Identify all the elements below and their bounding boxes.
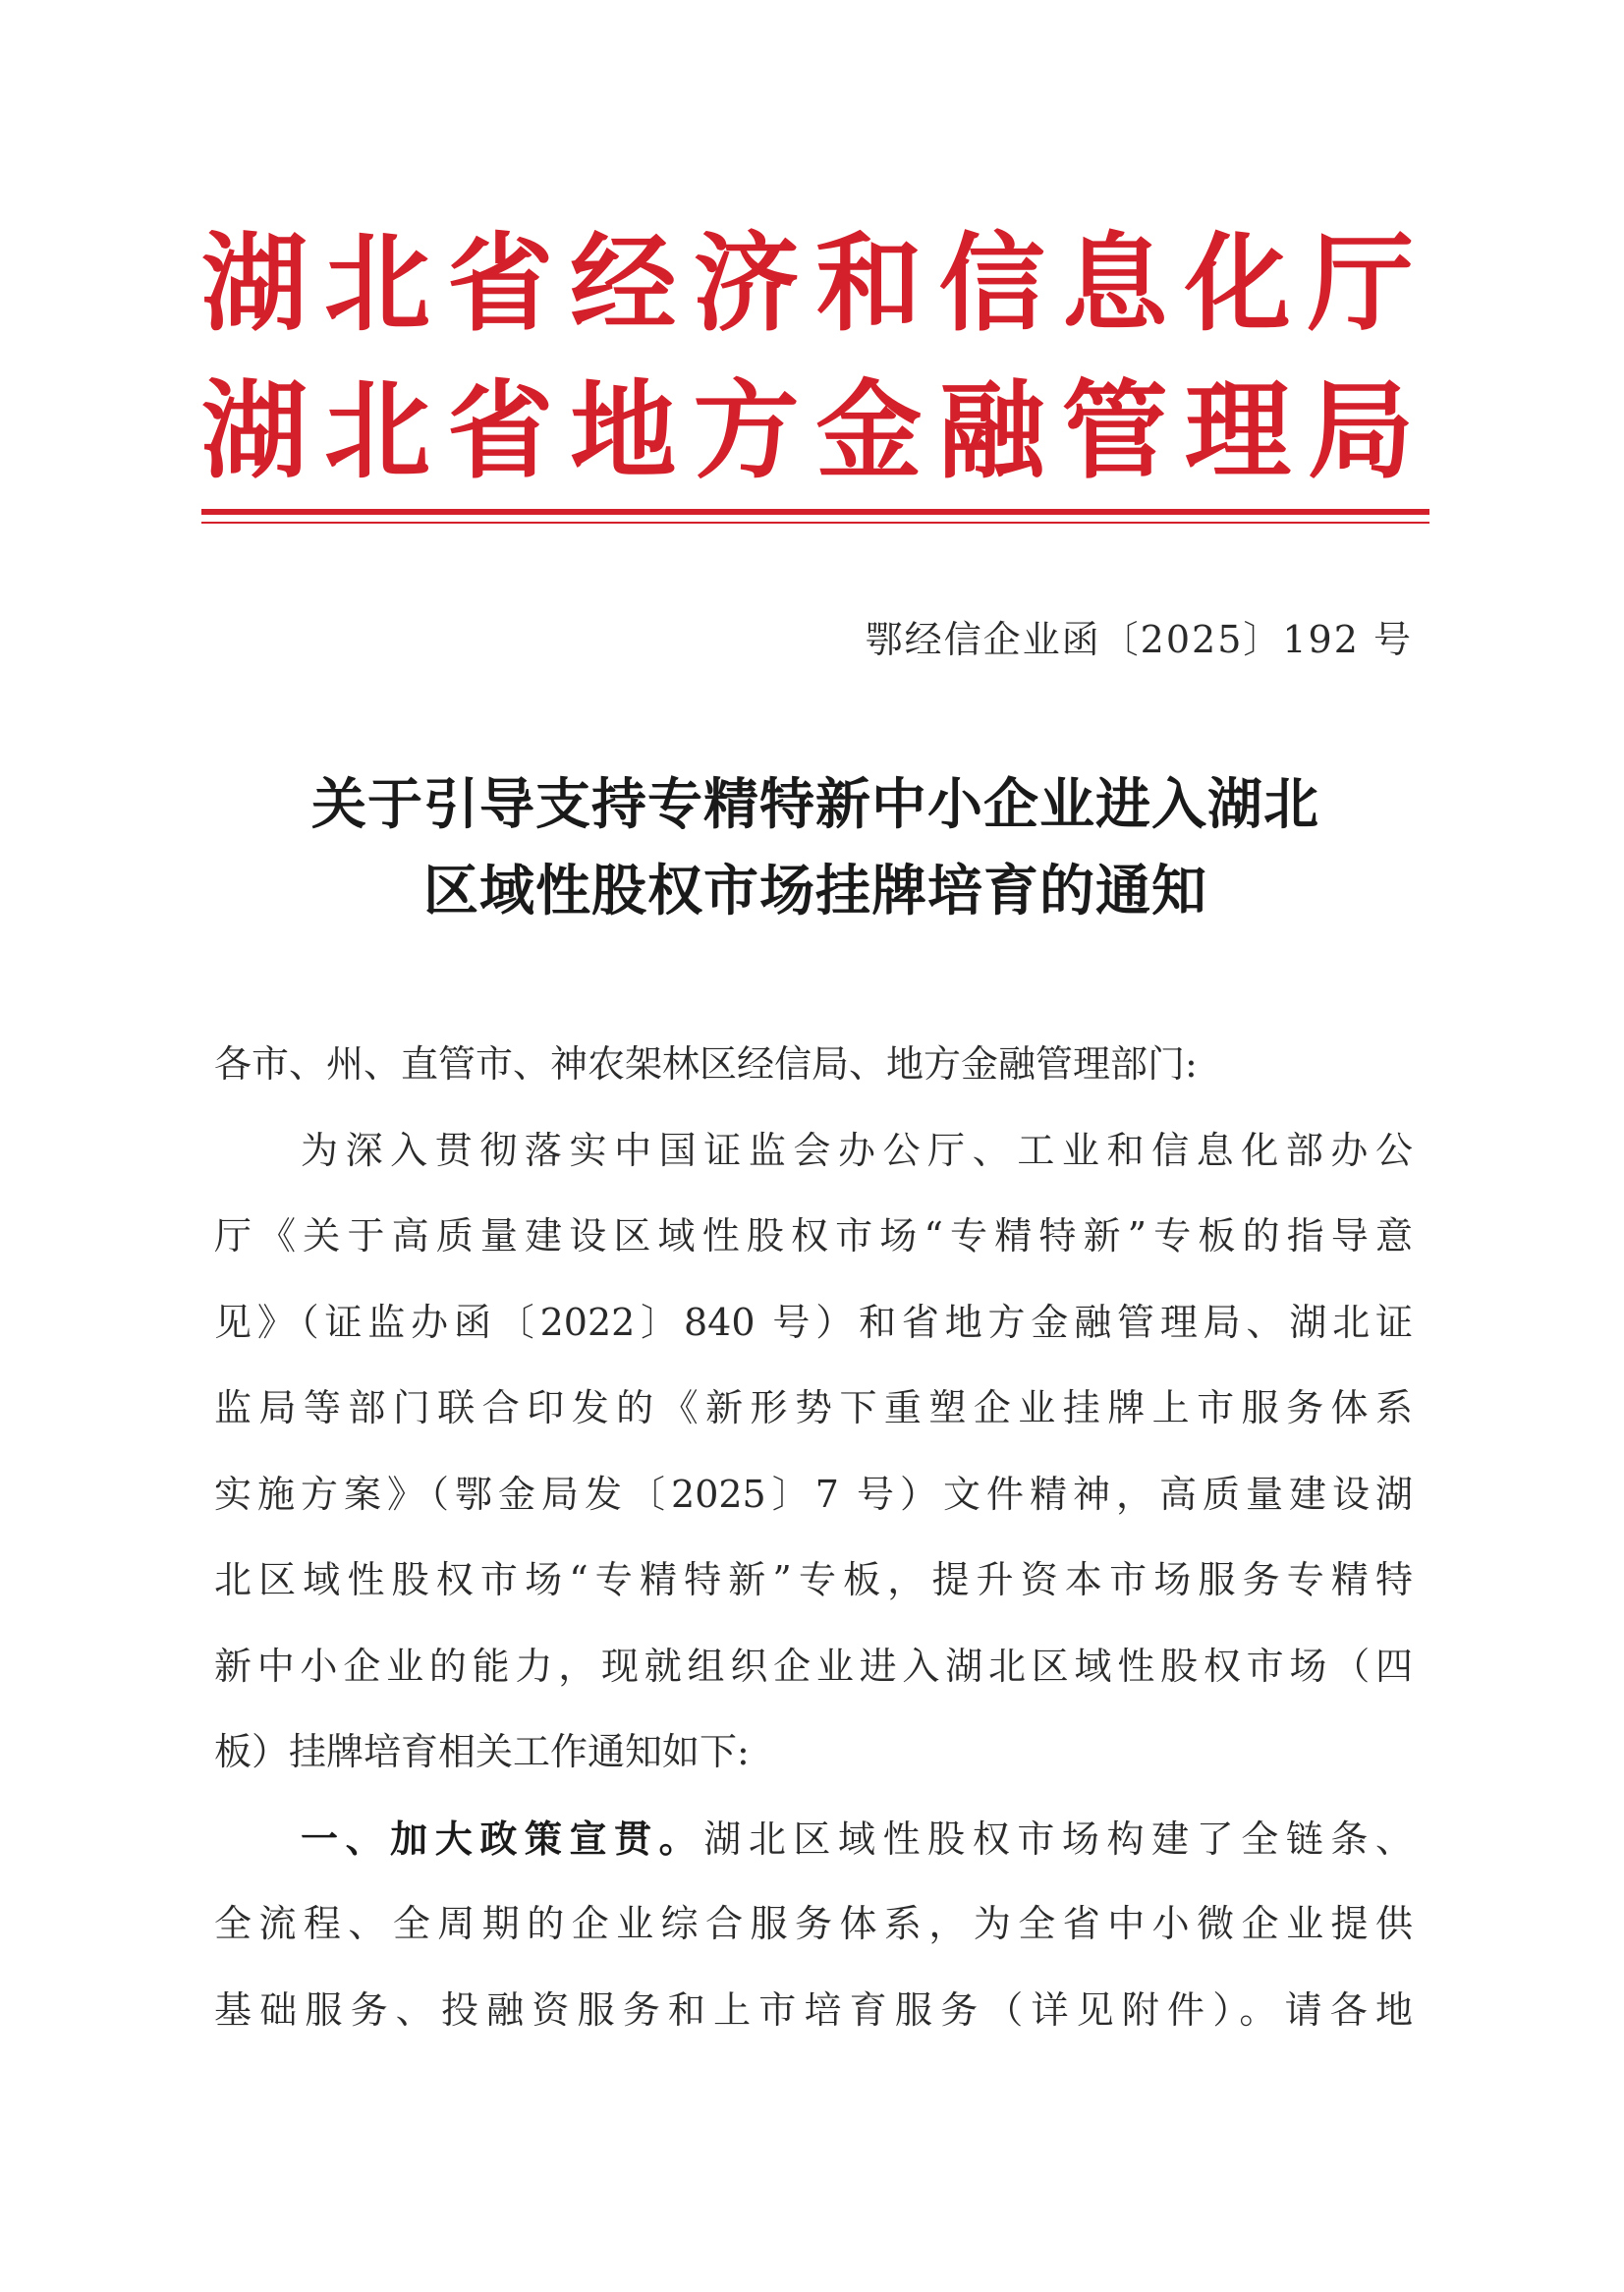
- paragraph-line: 全流程、全周期的企业综合服务体系，为全省中小微企业提供: [214, 1902, 1413, 1945]
- paragraph-line: 为深入贯彻落实中国证监会办公厅、工业和信息化部办公: [301, 1128, 1413, 1172]
- salutation: 各市、州、直管市、神农架林区经信局、地方金融管理部门:: [214, 1042, 1198, 1086]
- paragraph-line: 厅《关于高质量建设区域性股权市场“专精特新”专板的指导意: [214, 1214, 1413, 1258]
- red-divider-thin: [201, 522, 1429, 524]
- title-line-1: 关于引导支持专精特新中小企业进入湖北: [311, 772, 1319, 837]
- paragraph-line: 新中小企业的能力，现就组织企业进入湖北区域性股权市场（四: [214, 1644, 1413, 1688]
- paragraph-line: 见》（证监办函〔2022〕840 号）和省地方金融管理局、湖北证: [214, 1300, 1413, 1344]
- section-1-heading: 一、加大政策宣贯。: [301, 1816, 704, 1861]
- paragraph-line: 基础服务、投融资服务和上市培育服务（详见附件）。请各地: [214, 1987, 1413, 2032]
- paragraph-line: 监局等部门联合印发的《新形势下重塑企业挂牌上市服务体系: [214, 1386, 1413, 1429]
- authority-name-2: 湖北省地方金融管理局: [201, 370, 1429, 493]
- document-body: [214, 1022, 1413, 2053]
- section-1-first-line: [214, 1796, 1413, 1882]
- paragraph-1: [214, 1108, 1413, 1796]
- section-1: [214, 1796, 1413, 2054]
- paragraph-line: 实施方案》（鄂金局发〔2025〕7 号）文件精神，高质量建设湖: [214, 1472, 1413, 1516]
- authority-name-1: 湖北省经济和信息化厅: [201, 223, 1429, 346]
- section-1-text: 湖北区域性股权市场构建了全链条、: [703, 1817, 1413, 1861]
- paragraph-line: 北区域性股权市场“专精特新”专板，提升资本市场服务专精特: [214, 1558, 1413, 1601]
- title-line-2: 区域性股权市场挂牌培育的通知: [423, 859, 1207, 923]
- paragraph-line: 板）挂牌培育相关工作通知如下:: [214, 1730, 750, 1773]
- red-divider-thick: [201, 509, 1429, 515]
- issuing-authorities-header: [201, 211, 1429, 506]
- document-title: [201, 761, 1429, 934]
- document-number: 鄂经信企业函〔2025〕192 号: [865, 618, 1413, 661]
